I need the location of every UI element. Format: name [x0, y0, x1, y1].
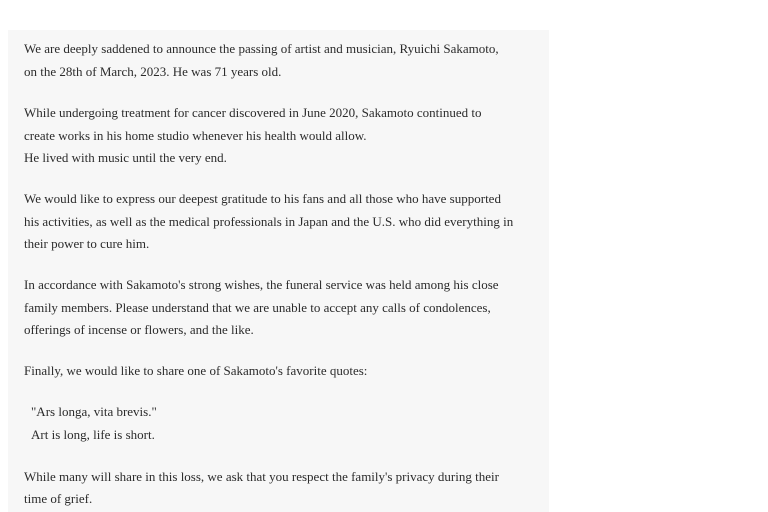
paragraph-4-line-3: offerings of incense or flowers, and the like. — [24, 322, 254, 337]
paragraph-3-line-2: his activities, as well as the medical professionals in Japan and the U.S. who did everything in — [24, 214, 514, 229]
paragraph-6-line-2: time of grief. — [24, 491, 93, 506]
paragraph-1-line-1: We are deeply saddened to announce the passing of artist and musician, Ryuichi Sakamoto, — [24, 41, 499, 56]
paragraph-3-line-1: We would like to express our deepest gratitude to his fans and all those who have supported — [24, 191, 501, 206]
paragraph-2-line-3: He lived with music until the very end. — [24, 150, 227, 165]
paragraph-2-line-2: create works in his home studio whenever his health would allow. — [24, 128, 367, 143]
paragraph-5-line-1: Finally, we would like to share one of Sakamoto's favorite quotes: — [24, 363, 368, 378]
quote-english: Art is long, life is short. — [31, 427, 155, 442]
paragraph-3-line-3: their power to cure him. — [24, 236, 150, 251]
quote-latin: "Ars longa, vita brevis." — [31, 404, 157, 419]
paragraph-4-line-1: In accordance with Sakamoto's strong wishes, the funeral service was held among his close — [24, 277, 499, 292]
paragraph-4-line-2: family members. Please understand that we are unable to accept any calls of condolences, — [24, 300, 491, 315]
paragraph-2-line-1: While undergoing treatment for cancer discovered in June 2020, Sakamoto continued to — [24, 105, 482, 120]
paragraph-6-line-1: While many will share in this loss, we ask that you respect the family's privacy during their — [24, 469, 499, 484]
paragraph-1-line-2: on the 28th of March, 2023. He was 71 years old. — [24, 64, 282, 79]
